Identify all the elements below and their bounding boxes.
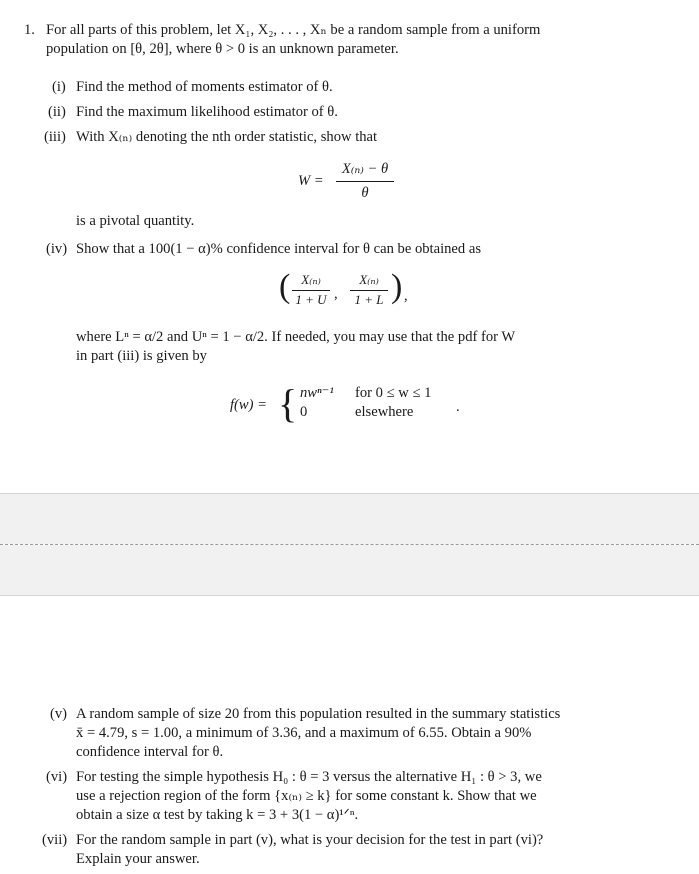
ci-right-paren: ) <box>391 268 403 305</box>
part-iii-label: (iii) <box>44 129 66 145</box>
part-v-line-2: x̄ = 4.79, s = 1.00, a minimum of 3.36, and a maximum of 6.55. Obtain a 90% <box>76 725 532 741</box>
pdf-lhs: f(w) = <box>230 397 268 413</box>
pdf-case-1-value: nwⁿ⁻¹ <box>300 385 334 401</box>
part-iv-text: Show that a 100(1 − α)% confidence interval for θ can be obtained as <box>76 241 482 257</box>
pdf-case-2-condition: elsewhere <box>355 404 414 420</box>
part-vi-line-3: obtain a size α test by taking k = 3 + 3(1 − α)¹ᐟⁿ. <box>76 807 359 823</box>
part-ii-text: Find the maximum likelihood estimator of θ. <box>76 104 338 120</box>
pdf-case-2-value: 0 <box>300 404 308 420</box>
part-vi-line-2: use a rejection region of the form {x₍ₙ₎ ≥ k} for some constant k. Show that we <box>76 788 537 804</box>
part-v-line-3: confidence interval for θ. <box>76 744 224 760</box>
ci-tail: , <box>404 288 408 304</box>
pdf-tail: . <box>456 399 460 415</box>
page-break-band-top <box>0 493 699 544</box>
part-v-label: (v) <box>50 706 68 722</box>
part-iv-where-line-1: where Lⁿ = α/2 and Uⁿ = 1 − α/2. If needed, you may use that the pdf for W <box>76 329 516 345</box>
ci-numerator-1: X₍ₙ₎ <box>301 272 321 287</box>
part-vii-line-2: Explain your answer. <box>76 851 200 867</box>
part-vii-label: (vii) <box>42 832 68 848</box>
page-break-divider <box>0 544 699 545</box>
part-iv-label: (iv) <box>46 241 68 257</box>
pdf-case-1-condition: for 0 ≤ w ≤ 1 <box>355 385 432 401</box>
w-equation-denominator: θ <box>361 185 369 201</box>
part-vi-label: (vi) <box>46 769 68 785</box>
problem-intro-line-1: For all parts of this problem, let X₁, X₂, . . . , Xₙ be a random sample from a uniform <box>46 22 541 38</box>
part-iii-text: With X₍ₙ₎ denoting the nth order statistic, show that <box>76 129 378 145</box>
ci-denominator-1: 1 + U <box>295 292 327 307</box>
ci-numerator-2: X₍ₙ₎ <box>359 272 379 287</box>
w-equation-numerator: X₍ₙ₎ − θ <box>341 161 389 177</box>
part-vi-line-1: For testing the simple hypothesis H₀ : θ = 3 versus the alternative H₁ : θ > 3, we <box>76 769 542 785</box>
ci-denominator-2: 1 + L <box>354 292 384 307</box>
part-i-label: (i) <box>52 79 66 95</box>
part-iv-where-line-2: in part (iii) is given by <box>76 348 207 364</box>
part-ii-label: (ii) <box>48 104 66 120</box>
part-vii-line-1: For the random sample in part (v), what is your decision for the test in part (vi)? <box>76 832 544 848</box>
w-equation-fraction-bar <box>336 181 394 182</box>
pdf-brace: { <box>278 381 298 426</box>
ci-left-paren: ( <box>279 268 291 305</box>
ci-separator: , <box>334 286 338 302</box>
page-break-band-bottom <box>0 545 699 596</box>
part-i-text: Find the method of moments estimator of θ. <box>76 79 333 95</box>
w-equation-lhs: W = <box>298 173 324 189</box>
problem-number: 1. <box>24 22 35 38</box>
problem-intro-line-2: population on [θ, 2θ], where θ > 0 is an unknown parameter. <box>46 41 399 57</box>
part-iii-after-text: is a pivotal quantity. <box>76 213 195 229</box>
part-v-line-1: A random sample of size 20 from this population resulted in the summary statistics <box>76 706 561 722</box>
